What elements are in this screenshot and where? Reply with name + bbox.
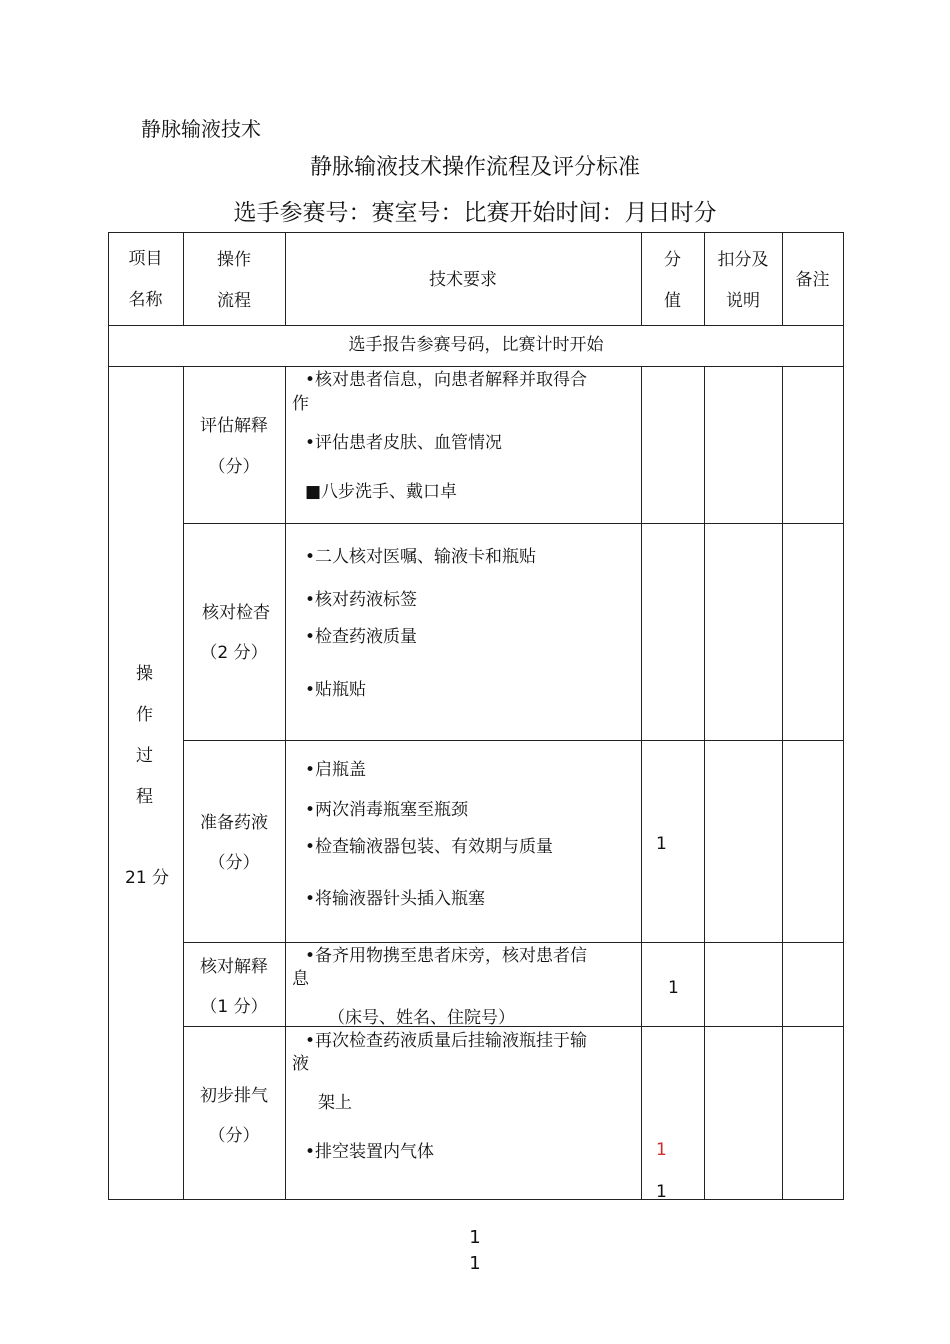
requirement-item: •核对药液标签 (305, 590, 418, 610)
header-remarks: 备注 (795, 270, 830, 290)
table-rule (183, 366, 184, 1200)
requirement-item: 作 (292, 394, 309, 414)
table-rule (704, 366, 705, 1200)
document-title: 静脉输液技术操作流程及评分标准 (309, 155, 640, 180)
table-border (108, 232, 844, 233)
category-char: 作 (136, 705, 153, 725)
table-rule (108, 366, 844, 367)
header-requirements: 技术要求 (429, 270, 497, 290)
requirement-item: •检查药液质量 (305, 627, 418, 647)
section-points: （分） (208, 1126, 260, 1146)
requirement-item: •排空装置内气体 (305, 1142, 435, 1162)
category-char: 操 (136, 664, 153, 684)
header-item-name (108, 248, 183, 311)
section-points: （1 分） (200, 997, 268, 1017)
category-char: 程 (136, 787, 153, 807)
requirement-item: •两次消毒瓶塞至瓶颈 (305, 800, 469, 820)
header-text: 操作 (217, 250, 251, 270)
table-rule (183, 740, 844, 741)
header-text: 名称 (128, 290, 163, 310)
table-rule (641, 366, 642, 1200)
document-label: 静脉输液技术 (141, 117, 261, 141)
header-text: 分 (664, 250, 681, 270)
requirement-item: 息 (292, 969, 309, 989)
requirement-item: •启瓶盖 (305, 760, 367, 780)
header-deduction (704, 249, 782, 312)
requirement-item: （床号、姓名、住院号） (328, 1008, 515, 1028)
requirement-item: ■八步洗手、戴口卓 (305, 482, 458, 502)
score-value: 1 (656, 1182, 667, 1202)
requirement-item: •核对患者信息，向患者解释并取得合 (305, 370, 588, 390)
table-rule (782, 366, 783, 1200)
section-points: （分） (208, 457, 260, 477)
section-name: 准备药液 (200, 813, 268, 833)
category-char: 过 (136, 746, 153, 766)
page-number: 1 (469, 1253, 481, 1274)
table-rule (183, 942, 844, 943)
table-border (108, 1199, 844, 1200)
category-points: 21 分 (125, 868, 170, 888)
score-value: 1 (668, 978, 679, 998)
requirement-item: 架上 (318, 1093, 352, 1113)
header-text: 说明 (726, 291, 760, 311)
table-border (843, 232, 844, 1200)
document-meta-line: 选手参赛号：赛室号：比赛开始时间：月日时分 (233, 200, 717, 226)
table-rule (285, 366, 286, 1200)
score-value: 1 (656, 834, 667, 854)
section-name: 初步排气 (200, 1086, 268, 1106)
score-value-highlighted: 1 (656, 1140, 667, 1160)
page-number: 1 (469, 1227, 481, 1248)
table-rule (183, 523, 844, 524)
header-process (183, 249, 285, 312)
requirement-item: •贴瓶贴 (305, 680, 367, 700)
announcement-row: 选手报告参赛号码，比赛计时开始 (348, 335, 604, 355)
section-name: 评估解释 (200, 416, 268, 436)
requirement-item: •再次检查药液质量后挂输液瓶挂于输 (305, 1031, 588, 1051)
header-score (641, 249, 704, 312)
section-name: 核对解释 (200, 957, 268, 977)
section-name: 核对检杳 (202, 603, 270, 623)
section-points: （分） (208, 853, 260, 873)
header-text: 项目 (128, 249, 163, 269)
requirement-item: •将输液器针头插入瓶塞 (305, 889, 486, 909)
header-text: 扣分及 (717, 250, 769, 270)
requirement-item: •备齐用物携至患者床旁，核对患者信 (305, 946, 588, 966)
requirement-item: •二人核对医嘱、输液卡和瓶贴 (305, 547, 537, 567)
header-text: 流程 (217, 291, 251, 311)
header-text: 值 (664, 291, 681, 311)
requirement-item: •评估患者皮肤、血管情况 (305, 433, 503, 453)
section-points: （2 分） (200, 643, 268, 663)
table-rule (108, 325, 844, 326)
requirement-item: •检查输液器包装、有效期与质量 (305, 837, 554, 857)
requirement-item: 液 (292, 1054, 309, 1074)
table-border (108, 232, 109, 1200)
